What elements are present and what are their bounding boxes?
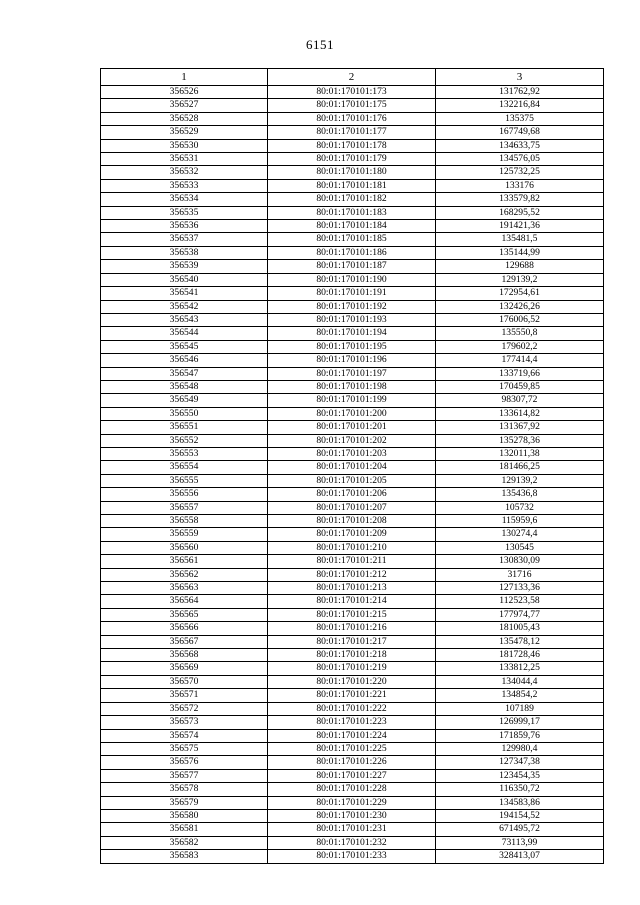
cadastral-value-cell: 135478,12 bbox=[436, 635, 604, 648]
cadastral-value-cell: 134633,75 bbox=[436, 139, 604, 152]
cadastral-value-cell: 133176 bbox=[436, 179, 604, 192]
cadastral-value-cell: 134044,4 bbox=[436, 675, 604, 688]
row-number-cell: 356551 bbox=[101, 421, 268, 434]
row-number-cell: 356532 bbox=[101, 166, 268, 179]
cadastral-number-cell: 80:01:170101:230 bbox=[268, 809, 436, 822]
row-number-cell: 356531 bbox=[101, 153, 268, 166]
row-number-cell: 356533 bbox=[101, 179, 268, 192]
cadastral-number-cell: 80:01:170101:223 bbox=[268, 716, 436, 729]
table-row bbox=[101, 702, 604, 715]
table-row bbox=[101, 233, 604, 246]
table-row bbox=[101, 434, 604, 447]
table-row bbox=[101, 823, 604, 836]
row-number-cell: 356560 bbox=[101, 541, 268, 554]
table-row bbox=[101, 421, 604, 434]
cadastral-number-cell: 80:01:170101:216 bbox=[268, 622, 436, 635]
row-number-cell: 356583 bbox=[101, 850, 268, 863]
cadastral-value-cell: 131367,92 bbox=[436, 421, 604, 434]
table-row bbox=[101, 206, 604, 219]
cadastral-number-cell: 80:01:170101:203 bbox=[268, 447, 436, 460]
cadastral-value-cell: 134583,86 bbox=[436, 796, 604, 809]
row-number-cell: 356536 bbox=[101, 220, 268, 233]
cadastral-value-cell: 123454,35 bbox=[436, 769, 604, 782]
table-row bbox=[101, 582, 604, 595]
cadastral-number-cell: 80:01:170101:197 bbox=[268, 367, 436, 380]
cadastral-number-cell: 80:01:170101:213 bbox=[268, 582, 436, 595]
cadastral-value-cell: 129139,2 bbox=[436, 273, 604, 286]
row-number-cell: 356548 bbox=[101, 380, 268, 393]
row-number-cell: 356559 bbox=[101, 528, 268, 541]
table-row bbox=[101, 850, 604, 863]
cadastral-value-cell: 181728,46 bbox=[436, 649, 604, 662]
cadastral-number-cell: 80:01:170101:206 bbox=[268, 488, 436, 501]
cadastral-value-cell: 135278,36 bbox=[436, 434, 604, 447]
table-row bbox=[101, 796, 604, 809]
row-number-cell: 356564 bbox=[101, 595, 268, 608]
cadastral-value-cell: 177974,77 bbox=[436, 608, 604, 621]
table-row bbox=[101, 447, 604, 460]
cadastral-value-cell: 105732 bbox=[436, 501, 604, 514]
cadastral-number-cell: 80:01:170101:177 bbox=[268, 126, 436, 139]
cadastral-value-cell: 130545 bbox=[436, 541, 604, 554]
cadastral-number-cell: 80:01:170101:190 bbox=[268, 273, 436, 286]
cadastral-number-cell: 80:01:170101:231 bbox=[268, 823, 436, 836]
cadastral-value-cell: 107189 bbox=[436, 702, 604, 715]
table-row bbox=[101, 220, 604, 233]
row-number-cell: 356541 bbox=[101, 287, 268, 300]
cadastral-value-cell: 134854,2 bbox=[436, 689, 604, 702]
table-row bbox=[101, 260, 604, 273]
cadastral-value-cell: 135436,8 bbox=[436, 488, 604, 501]
cadastral-number-cell: 80:01:170101:175 bbox=[268, 99, 436, 112]
cadastral-number-cell: 80:01:170101:227 bbox=[268, 769, 436, 782]
table-row bbox=[101, 153, 604, 166]
cadastral-value-cell: 171859,76 bbox=[436, 729, 604, 742]
row-number-cell: 356563 bbox=[101, 582, 268, 595]
row-number-cell: 356566 bbox=[101, 622, 268, 635]
cadastral-number-cell: 80:01:170101:196 bbox=[268, 354, 436, 367]
row-number-cell: 356575 bbox=[101, 742, 268, 755]
row-number-cell: 356552 bbox=[101, 434, 268, 447]
cadastral-number-cell: 80:01:170101:187 bbox=[268, 260, 436, 273]
row-number-cell: 356565 bbox=[101, 608, 268, 621]
row-number-cell: 356530 bbox=[101, 139, 268, 152]
row-number-cell: 356545 bbox=[101, 340, 268, 353]
cadastral-number-cell: 80:01:170101:198 bbox=[268, 380, 436, 393]
row-number-cell: 356539 bbox=[101, 260, 268, 273]
table-row bbox=[101, 541, 604, 554]
cadastral-number-cell: 80:01:170101:220 bbox=[268, 675, 436, 688]
table-row bbox=[101, 287, 604, 300]
cadastral-value-cell: 133719,66 bbox=[436, 367, 604, 380]
cadastral-number-cell: 80:01:170101:186 bbox=[268, 246, 436, 259]
cadastral-number-cell: 80:01:170101:211 bbox=[268, 555, 436, 568]
cadastral-number-cell: 80:01:170101:204 bbox=[268, 461, 436, 474]
cadastral-value-cell: 129980,4 bbox=[436, 742, 604, 755]
cadastral-number-cell: 80:01:170101:228 bbox=[268, 783, 436, 796]
cadastral-number-cell: 80:01:170101:208 bbox=[268, 515, 436, 528]
row-number-cell: 356540 bbox=[101, 273, 268, 286]
row-number-cell: 356562 bbox=[101, 568, 268, 581]
cadastral-value-cell: 134576,05 bbox=[436, 153, 604, 166]
cadastral-value-cell: 132426,26 bbox=[436, 300, 604, 313]
cadastral-number-cell: 80:01:170101:195 bbox=[268, 340, 436, 353]
row-number-cell: 356546 bbox=[101, 354, 268, 367]
cadastral-number-cell: 80:01:170101:181 bbox=[268, 179, 436, 192]
row-number-cell: 356568 bbox=[101, 649, 268, 662]
cadastral-number-cell: 80:01:170101:217 bbox=[268, 635, 436, 648]
row-number-cell: 356558 bbox=[101, 515, 268, 528]
cadastral-number-cell: 80:01:170101:207 bbox=[268, 501, 436, 514]
cadastral-number-cell: 80:01:170101:226 bbox=[268, 756, 436, 769]
table-row bbox=[101, 742, 604, 755]
cadastral-value-cell: 73113,99 bbox=[436, 836, 604, 849]
row-number-cell: 356543 bbox=[101, 313, 268, 326]
cadastral-value-cell: 31716 bbox=[436, 568, 604, 581]
cadastral-number-cell: 80:01:170101:232 bbox=[268, 836, 436, 849]
cadastral-value-cell: 181466,25 bbox=[436, 461, 604, 474]
table-row bbox=[101, 555, 604, 568]
cadastral-value-cell: 130274,4 bbox=[436, 528, 604, 541]
cadastral-value-cell: 168295,52 bbox=[436, 206, 604, 219]
table-row bbox=[101, 407, 604, 420]
cadastral-number-cell: 80:01:170101:219 bbox=[268, 662, 436, 675]
cadastral-value-cell: 132011,38 bbox=[436, 447, 604, 460]
cadastral-value-cell: 191421,36 bbox=[436, 220, 604, 233]
cadastral-number-cell: 80:01:170101:173 bbox=[268, 86, 436, 99]
row-number-cell: 356527 bbox=[101, 99, 268, 112]
header-row bbox=[101, 69, 604, 86]
table-body bbox=[101, 86, 604, 864]
row-number-cell: 356567 bbox=[101, 635, 268, 648]
table-row bbox=[101, 112, 604, 125]
row-number-cell: 356576 bbox=[101, 756, 268, 769]
table-row bbox=[101, 608, 604, 621]
cadastral-number-cell: 80:01:170101:192 bbox=[268, 300, 436, 313]
cadastral-number-cell: 80:01:170101:215 bbox=[268, 608, 436, 621]
cadastral-value-cell: 135550,8 bbox=[436, 327, 604, 340]
cadastral-value-table bbox=[100, 68, 604, 864]
cadastral-value-cell: 98307,72 bbox=[436, 394, 604, 407]
row-number-cell: 356528 bbox=[101, 112, 268, 125]
cadastral-number-cell: 80:01:170101:218 bbox=[268, 649, 436, 662]
cadastral-number-cell: 80:01:170101:184 bbox=[268, 220, 436, 233]
cadastral-value-cell: 170459,85 bbox=[436, 380, 604, 393]
cadastral-number-cell: 80:01:170101:225 bbox=[268, 742, 436, 755]
cadastral-value-cell: 133614,82 bbox=[436, 407, 604, 420]
row-number-cell: 356538 bbox=[101, 246, 268, 259]
table-row bbox=[101, 179, 604, 192]
row-number-cell: 356549 bbox=[101, 394, 268, 407]
cadastral-value-cell: 671495,72 bbox=[436, 823, 604, 836]
row-number-cell: 356573 bbox=[101, 716, 268, 729]
row-number-cell: 356577 bbox=[101, 769, 268, 782]
row-number-cell: 356535 bbox=[101, 206, 268, 219]
cadastral-value-cell: 132216,84 bbox=[436, 99, 604, 112]
row-number-cell: 356544 bbox=[101, 327, 268, 340]
cadastral-number-cell: 80:01:170101:179 bbox=[268, 153, 436, 166]
cadastral-value-cell: 126999,17 bbox=[436, 716, 604, 729]
row-number-cell: 356547 bbox=[101, 367, 268, 380]
cadastral-value-cell: 135481,5 bbox=[436, 233, 604, 246]
cadastral-value-cell: 116350,72 bbox=[436, 783, 604, 796]
row-number-cell: 356526 bbox=[101, 86, 268, 99]
table-row bbox=[101, 380, 604, 393]
cadastral-number-cell: 80:01:170101:224 bbox=[268, 729, 436, 742]
row-number-cell: 356534 bbox=[101, 193, 268, 206]
table-row bbox=[101, 367, 604, 380]
table-row bbox=[101, 193, 604, 206]
cadastral-value-cell: 115959,6 bbox=[436, 515, 604, 528]
cadastral-number-cell: 80:01:170101:214 bbox=[268, 595, 436, 608]
cadastral-value-cell: 135375 bbox=[436, 112, 604, 125]
cadastral-number-cell: 80:01:170101:191 bbox=[268, 287, 436, 300]
table-row bbox=[101, 528, 604, 541]
cadastral-number-cell: 80:01:170101:178 bbox=[268, 139, 436, 152]
cadastral-value-cell: 176006,52 bbox=[436, 313, 604, 326]
cadastral-number-cell: 80:01:170101:176 bbox=[268, 112, 436, 125]
table-row bbox=[101, 769, 604, 782]
cadastral-number-cell: 80:01:170101:222 bbox=[268, 702, 436, 715]
table-row bbox=[101, 139, 604, 152]
cadastral-number-cell: 80:01:170101:199 bbox=[268, 394, 436, 407]
table-row bbox=[101, 327, 604, 340]
cadastral-value-cell: 135144,99 bbox=[436, 246, 604, 259]
cadastral-value-cell: 131762,92 bbox=[436, 86, 604, 99]
cadastral-number-cell: 80:01:170101:201 bbox=[268, 421, 436, 434]
row-number-cell: 356561 bbox=[101, 555, 268, 568]
cadastral-number-cell: 80:01:170101:180 bbox=[268, 166, 436, 179]
table-row bbox=[101, 474, 604, 487]
table-row bbox=[101, 340, 604, 353]
row-number-cell: 356579 bbox=[101, 796, 268, 809]
cadastral-value-cell: 177414,4 bbox=[436, 354, 604, 367]
cadastral-number-cell: 80:01:170101:182 bbox=[268, 193, 436, 206]
table-row bbox=[101, 729, 604, 742]
cadastral-value-cell: 133579,82 bbox=[436, 193, 604, 206]
row-number-cell: 356571 bbox=[101, 689, 268, 702]
cadastral-number-cell: 80:01:170101:200 bbox=[268, 407, 436, 420]
cadastral-value-cell: 130830,09 bbox=[436, 555, 604, 568]
row-number-cell: 356572 bbox=[101, 702, 268, 715]
cadastral-number-cell: 80:01:170101:205 bbox=[268, 474, 436, 487]
table-row bbox=[101, 756, 604, 769]
table-row bbox=[101, 166, 604, 179]
column-header-2: 2 bbox=[268, 69, 436, 86]
row-number-cell: 356556 bbox=[101, 488, 268, 501]
table-row bbox=[101, 488, 604, 501]
table-row bbox=[101, 246, 604, 259]
row-number-cell: 356542 bbox=[101, 300, 268, 313]
cadastral-value-cell: 179602,2 bbox=[436, 340, 604, 353]
cadastral-value-cell: 127133,36 bbox=[436, 582, 604, 595]
table-row bbox=[101, 662, 604, 675]
row-number-cell: 356554 bbox=[101, 461, 268, 474]
table-row bbox=[101, 622, 604, 635]
cadastral-value-cell: 129688 bbox=[436, 260, 604, 273]
cadastral-value-cell: 194154,52 bbox=[436, 809, 604, 822]
table-row bbox=[101, 461, 604, 474]
table-row bbox=[101, 568, 604, 581]
table-row bbox=[101, 689, 604, 702]
row-number-cell: 356578 bbox=[101, 783, 268, 796]
table-row bbox=[101, 515, 604, 528]
cadastral-value-cell: 129139,2 bbox=[436, 474, 604, 487]
cadastral-number-cell: 80:01:170101:229 bbox=[268, 796, 436, 809]
table-row bbox=[101, 99, 604, 112]
column-header-3: 3 bbox=[436, 69, 604, 86]
cadastral-value-cell: 112523,58 bbox=[436, 595, 604, 608]
row-number-cell: 356553 bbox=[101, 447, 268, 460]
cadastral-value-cell: 172954,61 bbox=[436, 287, 604, 300]
cadastral-value-cell: 133812,25 bbox=[436, 662, 604, 675]
table-row bbox=[101, 649, 604, 662]
row-number-cell: 356581 bbox=[101, 823, 268, 836]
table-row bbox=[101, 394, 604, 407]
cadastral-number-cell: 80:01:170101:233 bbox=[268, 850, 436, 863]
cadastral-value-cell: 181005,43 bbox=[436, 622, 604, 635]
cadastral-value-cell: 125732,25 bbox=[436, 166, 604, 179]
row-number-cell: 356574 bbox=[101, 729, 268, 742]
cadastral-number-cell: 80:01:170101:202 bbox=[268, 434, 436, 447]
table-row bbox=[101, 675, 604, 688]
table-row bbox=[101, 716, 604, 729]
cadastral-number-cell: 80:01:170101:194 bbox=[268, 327, 436, 340]
table-row bbox=[101, 836, 604, 849]
table-row bbox=[101, 809, 604, 822]
column-header-1: 1 bbox=[101, 69, 268, 86]
cadastral-value-cell: 328413,07 bbox=[436, 850, 604, 863]
table-row bbox=[101, 595, 604, 608]
table-row bbox=[101, 300, 604, 313]
cadastral-number-cell: 80:01:170101:209 bbox=[268, 528, 436, 541]
cadastral-value-cell: 127347,38 bbox=[436, 756, 604, 769]
table-row bbox=[101, 273, 604, 286]
row-number-cell: 356550 bbox=[101, 407, 268, 420]
cadastral-number-cell: 80:01:170101:183 bbox=[268, 206, 436, 219]
table-row bbox=[101, 501, 604, 514]
table-row bbox=[101, 313, 604, 326]
table-row bbox=[101, 635, 604, 648]
page-number: 6151 bbox=[306, 37, 334, 52]
cadastral-value-cell: 167749,68 bbox=[436, 126, 604, 139]
row-number-cell: 356570 bbox=[101, 675, 268, 688]
row-number-cell: 356580 bbox=[101, 809, 268, 822]
cadastral-number-cell: 80:01:170101:221 bbox=[268, 689, 436, 702]
cadastral-number-cell: 80:01:170101:212 bbox=[268, 568, 436, 581]
table-header bbox=[101, 69, 604, 86]
row-number-cell: 356582 bbox=[101, 836, 268, 849]
table-row bbox=[101, 354, 604, 367]
cadastral-number-cell: 80:01:170101:185 bbox=[268, 233, 436, 246]
cadastral-number-cell: 80:01:170101:210 bbox=[268, 541, 436, 554]
table-row bbox=[101, 126, 604, 139]
cadastral-number-cell: 80:01:170101:193 bbox=[268, 313, 436, 326]
row-number-cell: 356569 bbox=[101, 662, 268, 675]
row-number-cell: 356537 bbox=[101, 233, 268, 246]
table-row bbox=[101, 86, 604, 99]
row-number-cell: 356557 bbox=[101, 501, 268, 514]
row-number-cell: 356555 bbox=[101, 474, 268, 487]
table-row bbox=[101, 783, 604, 796]
row-number-cell: 356529 bbox=[101, 126, 268, 139]
